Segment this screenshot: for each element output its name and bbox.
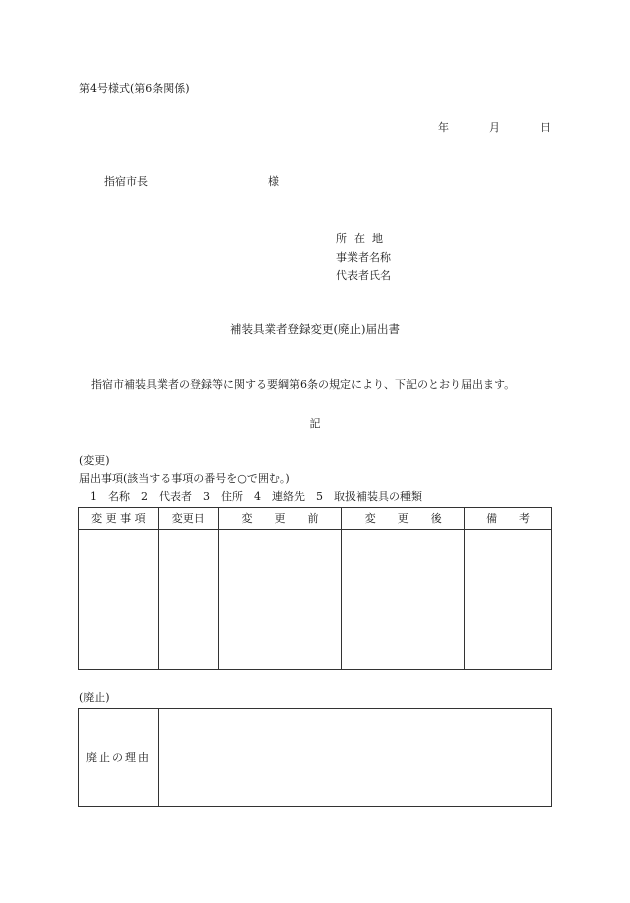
cell-remarks (465, 530, 552, 670)
body-text: 指宿市補装具業者の登録等に関する要綱第6条の規定により、下記のとおり届出ます。 (91, 378, 516, 391)
date-day-label: 日 (540, 121, 551, 134)
cell-before-change (218, 530, 342, 670)
abolish-table (78, 708, 552, 807)
abolish-section-label: (廃止) (79, 691, 110, 704)
abolish-reason-field (159, 709, 552, 807)
header-change-date: 変更日 (158, 508, 218, 530)
header-after-change: 変 更 後 (342, 508, 465, 530)
ki-heading: 記 (309, 417, 321, 430)
business-name-label: 事業者名称 (336, 251, 391, 264)
cell-change-item (79, 530, 159, 670)
cell-change-date (158, 530, 218, 670)
abolish-table-row (79, 709, 552, 807)
change-items: 1 名称 2 代表者 3 住所 4 連絡先 5 取扱補装具の種類 (90, 490, 422, 503)
form-number: 第4号様式(第6条関係) (79, 82, 190, 95)
change-table-row (79, 530, 552, 670)
addressee-honorific: 様 (268, 175, 279, 188)
change-section-label: (変更) (79, 454, 110, 467)
date-line (438, 122, 551, 133)
addressee (104, 176, 279, 187)
document-title: 補装具業者登録変更(廃止)届出書 (230, 322, 400, 336)
change-table-header-row (79, 508, 552, 530)
abolish-reason-label: 廃止の理由 (79, 709, 159, 807)
date-year-label: 年 (438, 121, 449, 134)
change-note: 届出事項(該当する事項の番号を○で囲む。) (79, 472, 290, 485)
header-before-change: 変 更 前 (218, 508, 342, 530)
header-change-item: 変 更 事 項 (79, 508, 159, 530)
change-table (78, 507, 552, 670)
address-label: 所在地 (336, 232, 390, 245)
date-month-label: 月 (489, 121, 500, 134)
representative-label: 代表者氏名 (336, 269, 391, 282)
cell-after-change (342, 530, 465, 670)
addressee-name: 指宿市長 (104, 175, 148, 188)
header-remarks: 備 考 (465, 508, 552, 530)
